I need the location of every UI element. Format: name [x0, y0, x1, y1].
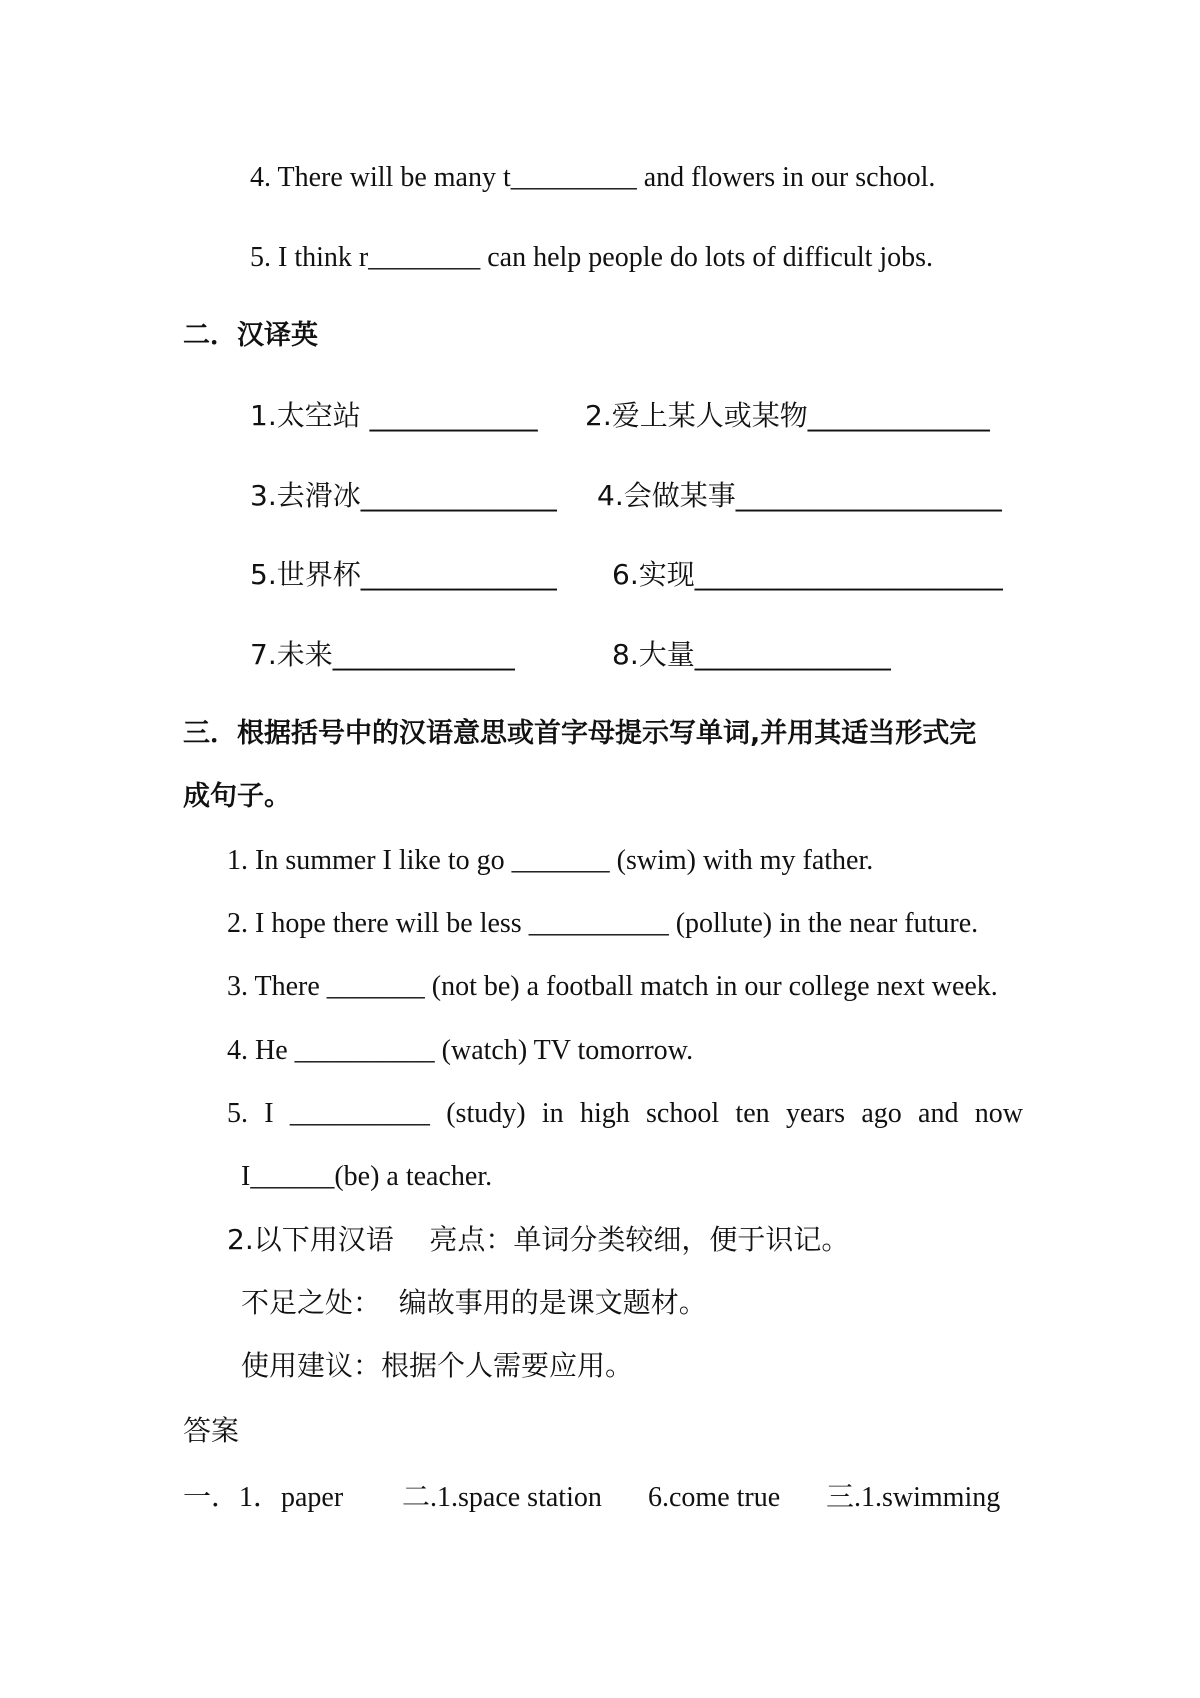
section-3-heading-line-1: 三．根据括号中的汉语意思或首字母提示写单词,并用其适当形式完: [183, 718, 977, 749]
translate-item-7: 7.未来_____________: [250, 638, 515, 671]
answer-part-3: 6.come true: [648, 1482, 781, 1513]
translate-item-6: 6.实现______________________: [612, 558, 1003, 591]
sentence-item-4: 4. He __________ (watch) TV tomorrow.: [227, 1035, 694, 1066]
answer-part-4: 三.1.swimming: [826, 1482, 1001, 1513]
fill-blank-item-5: 5. I think r________ can help people do lots of difficult jobs.: [250, 242, 934, 273]
sentence-item-5-continued: I______(be) a teacher.: [241, 1161, 493, 1192]
translate-item-8: 8.大量______________: [612, 638, 891, 671]
notes-line-1: 2.以下用汉语 亮点：单词分类较细，便于识记。: [227, 1223, 850, 1256]
fill-blank-item-4: 4. There will be many t_________ and flowers in our school.: [250, 162, 936, 193]
answers-heading: 答案: [183, 1414, 240, 1447]
translate-item-3: 3.去滑冰______________: [250, 479, 557, 512]
sentence-item-2: 2. I hope there will be less __________ (pollute) in the near future.: [227, 908, 979, 939]
answer-part-1: 一．1．paper: [183, 1482, 344, 1513]
sentence-item-5: 5. I __________ (study) in high school ten years ago and now: [227, 1098, 1023, 1129]
translate-item-5: 5.世界杯______________: [250, 558, 557, 591]
translate-item-4: 4.会做某事___________________: [597, 479, 1002, 512]
translate-item-1: 1.太空站 ____________: [250, 399, 538, 432]
translate-item-2: 2.爱上某人或某物_____________: [585, 399, 990, 432]
answer-part-2: 二.1.space station: [402, 1482, 602, 1513]
section-3-heading-line-2: 成句子。: [183, 781, 291, 812]
sentence-item-3: 3. There _______ (not be) a football match in our college next week.: [227, 971, 998, 1002]
sentence-item-1: 1. In summer I like to go _______ (swim) with my father.: [227, 845, 874, 876]
section-2-heading: 二．汉译英: [183, 320, 318, 351]
notes-line-2: 不足之处： 编故事用的是课文题材。: [241, 1286, 707, 1319]
notes-line-3: 使用建议：根据个人需要应用。: [241, 1349, 634, 1382]
